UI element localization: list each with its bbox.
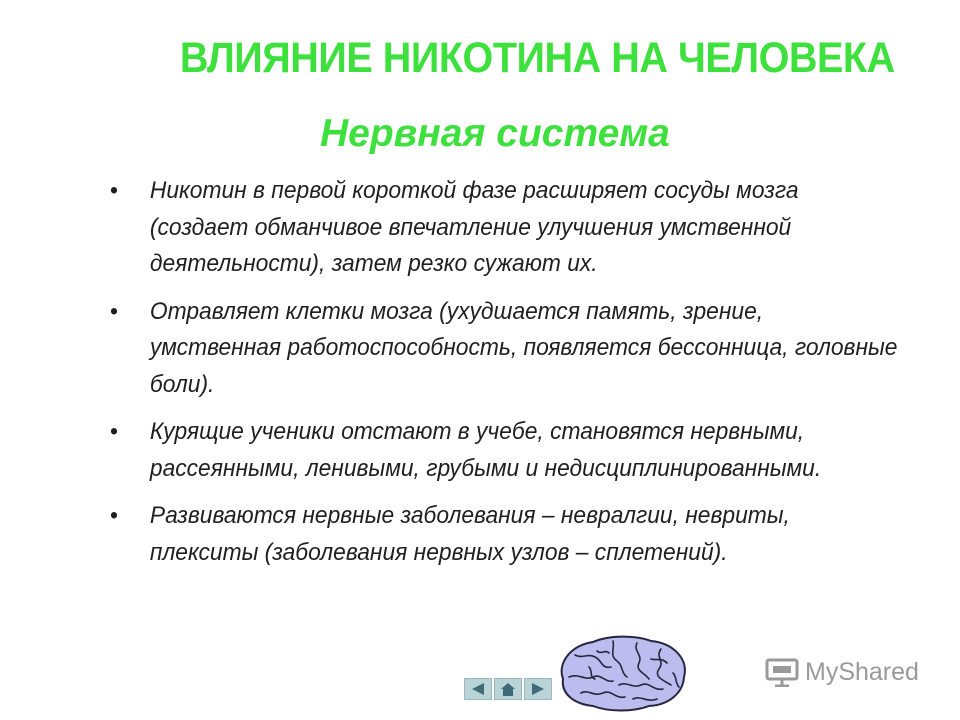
slide-navigation bbox=[464, 678, 552, 700]
watermark bbox=[765, 657, 919, 687]
arrow-left-icon bbox=[471, 683, 485, 695]
home-icon bbox=[501, 683, 515, 696]
bullet-item: • Курящие ученики отстают в учебе, становятся нервными, рассеянными, ленивыми, грубыми и недисциплинированными. bbox=[110, 414, 899, 487]
watermark-text: MyShared bbox=[805, 657, 919, 686]
presentation-icon bbox=[765, 657, 799, 687]
bullet-item: • Никотин в первой короткой фазе расширяет сосуды мозга (создает обманчивое впечатление улучшения умственной деятельности), затем резко сужают их. bbox=[110, 173, 899, 283]
slide-title: ВЛИЯНИЕ НИКОТИНА НА ЧЕЛОВЕКА bbox=[179, 34, 895, 82]
next-slide-button[interactable] bbox=[524, 678, 552, 700]
previous-slide-button[interactable] bbox=[464, 678, 492, 700]
arrow-right-icon bbox=[531, 683, 545, 695]
bullet-item: • Отравляет клетки мозга (ухудшается память, зрение, умственная работоспособность, появляется бессонница, головные боли). bbox=[110, 294, 899, 404]
brain-icon bbox=[553, 633, 691, 713]
home-button[interactable] bbox=[494, 678, 522, 700]
bullet-list bbox=[110, 173, 940, 582]
bullet-item: • Развиваются нервные заболевания – невралгии, невриты, плекситы (заболевания нервных узлов – сплетений). bbox=[110, 498, 899, 571]
slide-subtitle: Нервная система bbox=[320, 112, 670, 155]
